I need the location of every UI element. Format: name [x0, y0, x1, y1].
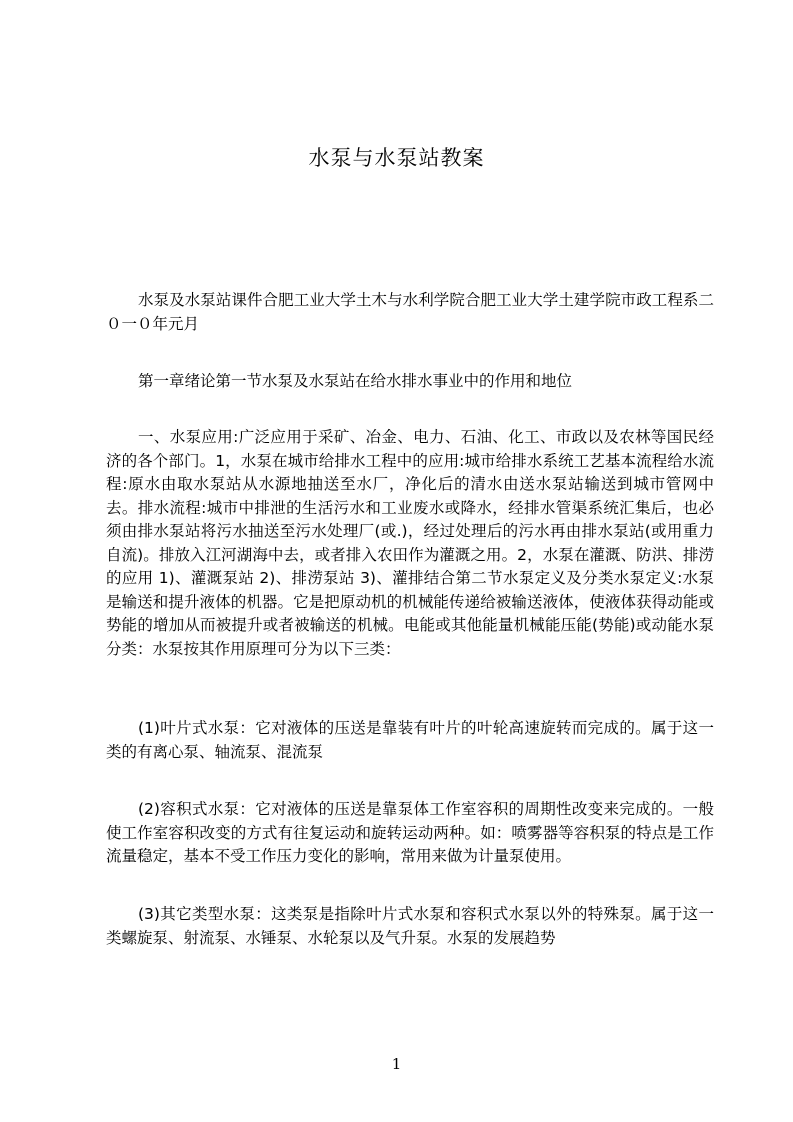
- paragraph-vane-pump: (1)叶片式水泵：它对液体的压送是靠装有叶片的叶轮高速旋转而完成的。属于这一类的有离心泵、轴流泵、混流泵: [106, 719, 714, 761]
- paragraph-pump-application: 一、水泵应用:广泛应用于采矿、冶金、电力、石油、化工、市政以及农林等国民经济的各个部门。1，水泵在城市给排水工程中的应用:城市给排水系统工艺基本流程给水流程:原水由取水泵站从水源地抽送至水厂，净化后的清水由送水泵站输送到城市管网中去。排水流程:城市中排泄的生活污水和工业废水或降水，经排水管渠系统汇集后，也必须由排水泵站将污水抽送至污水处理厂(或.)，经过处理后的污水再由排水泵站(或用重力自流)。排放入江河湖海中去，或者排入农田作为灌溉之用。2，水泵在灌溉、防洪、排涝的应用 1)、灌溉泵站 2)、排涝泵站 3)、灌排结合第二节水泵定义及分类水泵定义:水泵是输送和提升液体的机器。它是把原动机的机械能传递给被输送液体，使液体获得动能或势能的增加从而被提升或者被输送的机械。电能或其他能量机械能压能(势能)或动能水泵分类：水泵按其作用原理可分为以下三类：: [106, 428, 714, 658]
- paragraph-positive-displacement-pump: (2)容积式水泵：它对液体的压送是靠泵体工作室容积的周期性改变来完成的。一般使工作室容积改变的方式有往复运动和旋转运动两种。如：喷雾器等容积泵的特点是工作流量稳定，基本不受工作压力变化的影响，常用来做为计量泵使用。: [106, 800, 714, 865]
- paragraph-other-pumps: (3)其它类型水泵：这类泵是指除叶片式水泵和容积式水泵以外的特殊泵。属于这一类螺旋泵、射流泵、水锤泵、水轮泵以及气升泵。水泵的发展趋势: [106, 905, 714, 947]
- page-number: 1: [391, 1055, 402, 1073]
- paragraph-course-info: 水泵及水泵站课件合肥工业大学土木与水利学院合肥工业大学土建学院市政工程系二０一０年元月: [106, 291, 714, 333]
- document-title: 水泵与水泵站教案: [308, 146, 485, 170]
- paragraph-chapter-heading: 第一章绪论第一节水泵及水泵站在给水排水事业中的作用和地位: [138, 372, 573, 390]
